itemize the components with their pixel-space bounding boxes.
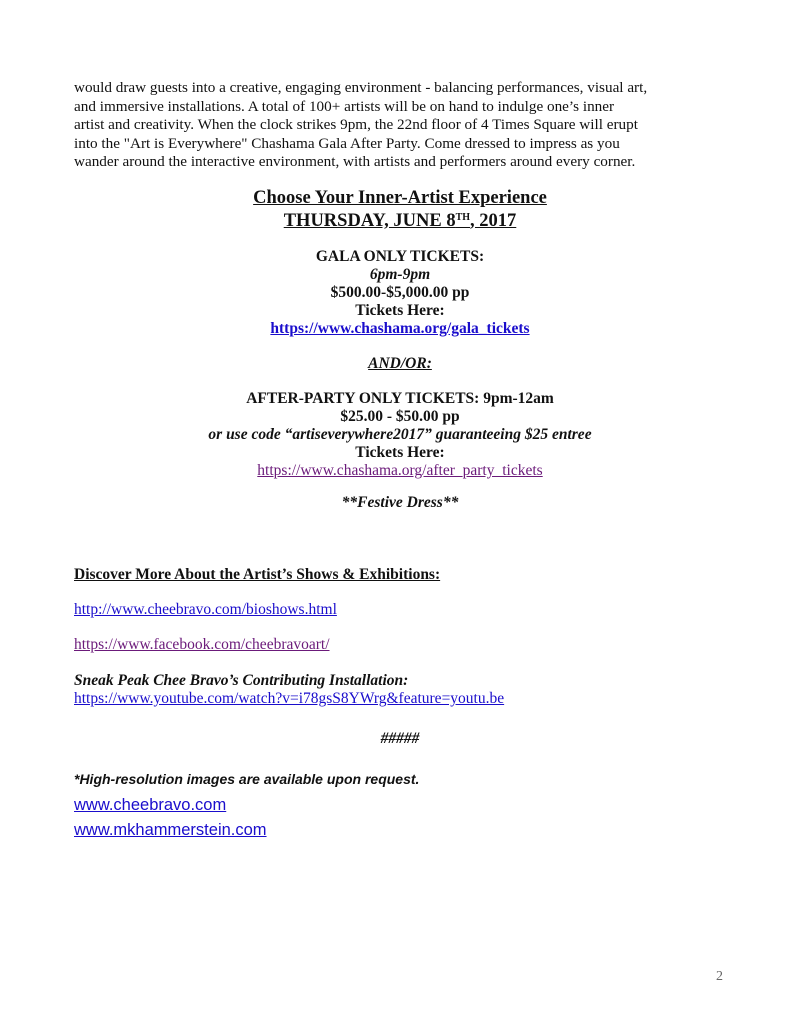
page-number: 2 xyxy=(716,969,723,984)
discover-heading: Discover More About the Artist’s Shows & Exhibitions: xyxy=(74,566,441,583)
dress-code-section xyxy=(74,494,726,512)
experience-header xyxy=(74,188,726,231)
event-date xyxy=(74,208,726,231)
sneak-peak-heading: Sneak Peak Chee Bravo’s Contributing Installation: xyxy=(74,672,409,689)
after-party-price: $25.00 - $50.00 pp xyxy=(340,408,460,425)
gala-time: 6pm-9pm xyxy=(369,266,431,283)
intro-line: artist and creativity. When the clock strikes 9pm, the 22nd floor of 4 Times Square will erupt xyxy=(74,116,638,134)
and-or-label: AND/OR: xyxy=(368,355,432,372)
event-date-suffix: , 2017 xyxy=(470,211,517,231)
after-party-tickets-section xyxy=(74,390,726,480)
bioshows-link[interactable]: http://www.cheebravo.com/bioshows.html xyxy=(74,601,337,618)
after-party-heading: AFTER-PARTY ONLY TICKETS: 9pm-12am xyxy=(246,390,554,407)
cheebravo-site-link[interactable]: www.cheebravo.com xyxy=(74,796,227,814)
after-party-tickets-link[interactable]: https://www.chashama.org/after_party_tickets xyxy=(257,462,543,479)
intro-line: into the "Art is Everywhere" Chashama Gala After Party. Come dressed to impress as you xyxy=(74,134,620,152)
mkhammerstein-site-link[interactable]: www.mkhammerstein.com xyxy=(74,821,267,839)
end-marks-section xyxy=(74,730,726,748)
intro-line: wander around the interactive environment, with artists and performers around every corner. xyxy=(74,153,636,171)
event-date-sup: TH xyxy=(455,212,471,223)
facebook-link[interactable]: https://www.facebook.com/cheebravoart/ xyxy=(74,636,330,653)
gala-tickets-section xyxy=(74,248,726,338)
gala-tickets-label: Tickets Here: xyxy=(355,302,445,319)
intro-paragraph xyxy=(74,79,729,172)
and-or-section xyxy=(74,355,726,373)
end-marks: ##### xyxy=(380,730,420,747)
after-party-tickets-label: Tickets Here: xyxy=(355,444,445,461)
dress-code: **Festive Dress** xyxy=(341,494,459,511)
experience-title: Choose Your Inner-Artist Experience xyxy=(253,188,547,208)
images-note: *High-resolution images are available upon request. xyxy=(74,771,420,787)
after-party-code-note: or use code “artiseverywhere2017” guaranteeing $25 entree xyxy=(208,426,592,443)
gala-heading: GALA ONLY TICKETS: xyxy=(315,248,485,265)
gala-tickets-link[interactable]: https://www.chashama.org/gala_tickets xyxy=(270,320,530,337)
intro-line: would draw guests into a creative, engaging environment - balancing performances, visual art, xyxy=(74,79,648,96)
event-date-prefix: THURSDAY, JUNE 8 xyxy=(283,211,456,231)
youtube-link[interactable]: https://www.youtube.com/watch?v=i78gsS8YWrg&feature=youtu.be xyxy=(74,690,505,707)
intro-line: and immersive installations. A total of 100+ artists will be on hand to indulge one’s inner xyxy=(74,97,615,115)
gala-price: $500.00-$5,000.00 pp xyxy=(330,284,470,301)
